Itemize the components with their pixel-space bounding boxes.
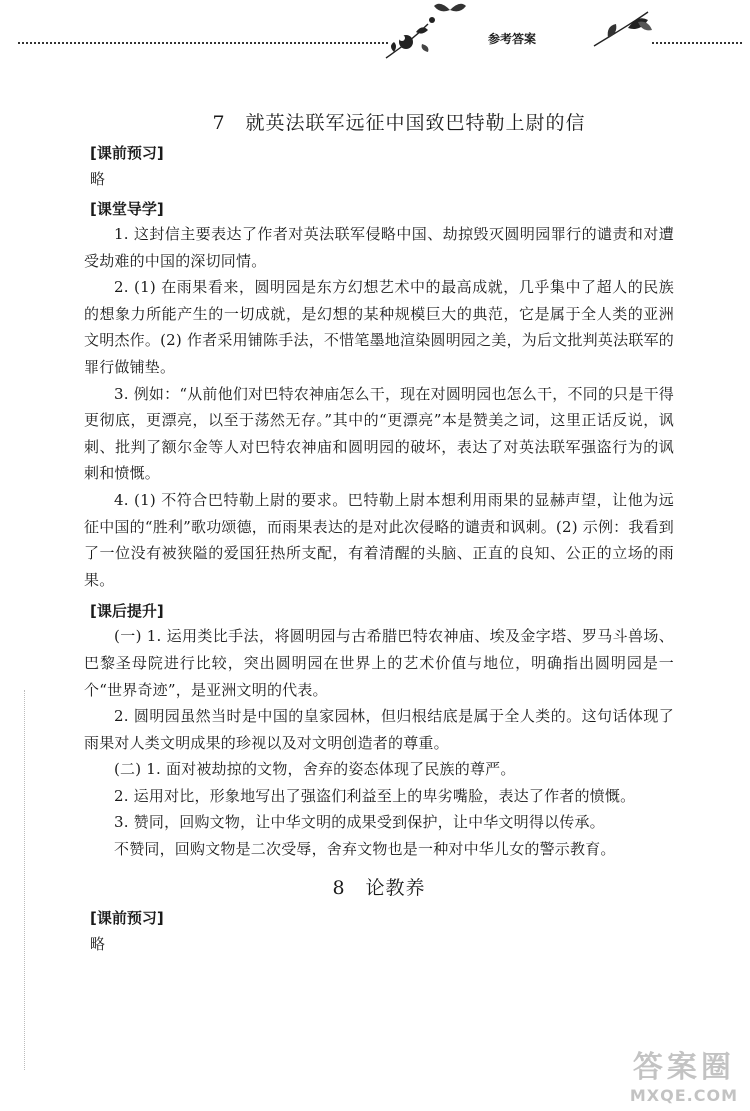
- guide-paragraph-4: 4. (1) 不符合巴特勒上尉的要求。巴特勒上尉本想利用雨果的显赫声望，让他为远征中国的“胜利”歌功颂德，而雨果表达的是对此次侵略的谴责和讽刺。(2) 示例：我看到了一位没有被狭隘的爱国狂热所支配，有着清醒的头脑、正直的良知、公正的立场的雨果。: [84, 490, 674, 589]
- after-paragraph-4: 2. 运用对比，形象地写出了强盗们利益至上的卑劣嘴脸，表达了作者的愤慨。: [114, 786, 636, 805]
- answer-content: [84, 108, 674, 956]
- guide-label: [课堂导学]: [90, 200, 164, 218]
- after-paragraph-2: 2. 圆明园虽然当时是中国的皇家园林，但归根结底是属于全人类的。这句话体现了雨果对人类文明成果的珍视以及对文明创造者的尊重。: [84, 707, 674, 752]
- section-7-title: 7 就英法联军远征中国致巴特勒上尉的信: [212, 112, 586, 134]
- section-8-title: 8 论教养: [332, 876, 426, 899]
- leaf-ornament-icon: [588, 6, 654, 52]
- section-8-preview-label: [课前预习]: [90, 908, 164, 927]
- guide-paragraph-1: 1. 这封信主要表达了作者对英法联军侵略中国、劫掠毁灭圆明园罪行的谴责和对遭受劫难的中国的深切同情。: [84, 225, 674, 270]
- butterfly-icon: [430, 0, 470, 20]
- watermark-logo-text: 答案圈: [632, 1050, 735, 1085]
- watermark-url: MXQE.COM: [629, 1086, 738, 1105]
- page-header: [0, 0, 750, 70]
- after-paragraph-6: 不赞同，回购文物是二次受辱，舍弃文物也是一种对中华儿女的警示教育。: [114, 840, 616, 859]
- preview-text: 略: [90, 170, 106, 188]
- after-paragraph-1: (一) 1. 运用类比手法，将圆明园与古希腊巴特农神庙、埃及金字塔、罗马斗兽场、巴黎圣母院进行比较，突出圆明园在世界上的艺术价值与地位，明确指出圆明园是一个“世界奇迹”，是亚洲文明的代表。: [84, 627, 674, 699]
- header-dotted-rule-left: [18, 42, 388, 44]
- margin-rule: [24, 690, 25, 1070]
- after-class-label: [课后提升]: [90, 602, 164, 621]
- section-8-preview-text: 略: [90, 934, 106, 953]
- header-label: 参考答案: [488, 32, 537, 46]
- site-watermark: [630, 1042, 738, 1105]
- preview-label: [课前预习]: [90, 144, 164, 162]
- guide-paragraph-2: 2. (1) 在雨果看来，圆明园是东方幻想艺术中的最高成就，几乎集中了超人的民族的想象力所能产生的一切成就，是幻想的某种规模巨大的典范，它是属于全人类的亚洲文明杰作。(2) 作者采用铺陈手法，不惜笔墨地渲染圆明园之美，为后文批判英法联军的罪行做铺垫。: [84, 278, 674, 376]
- flower-ornament-icon: [382, 14, 446, 66]
- after-paragraph-3: (二) 1. 面对被劫掠的文物，舍弃的姿态体现了民族的尊严。: [114, 760, 516, 779]
- header-dotted-rule-right: [652, 42, 742, 44]
- guide-paragraph-3: 3. 例如：“从前他们对巴特农神庙怎么干，现在对圆明园也怎么干，不同的只是干得更彻底，更漂亮，以至于荡然无存。”其中的“更漂亮”本是赞美之词，这里正话反说，讽刺、批判了额尔金等人对巴特农神庙和圆明园的破坏，表达了对英法联军强盗行为的讽刺和愤慨。: [84, 384, 674, 483]
- after-paragraph-5: 3. 赞同，回购文物，让中华文明的成果受到保护，让中华文明得以传承。: [114, 813, 605, 832]
